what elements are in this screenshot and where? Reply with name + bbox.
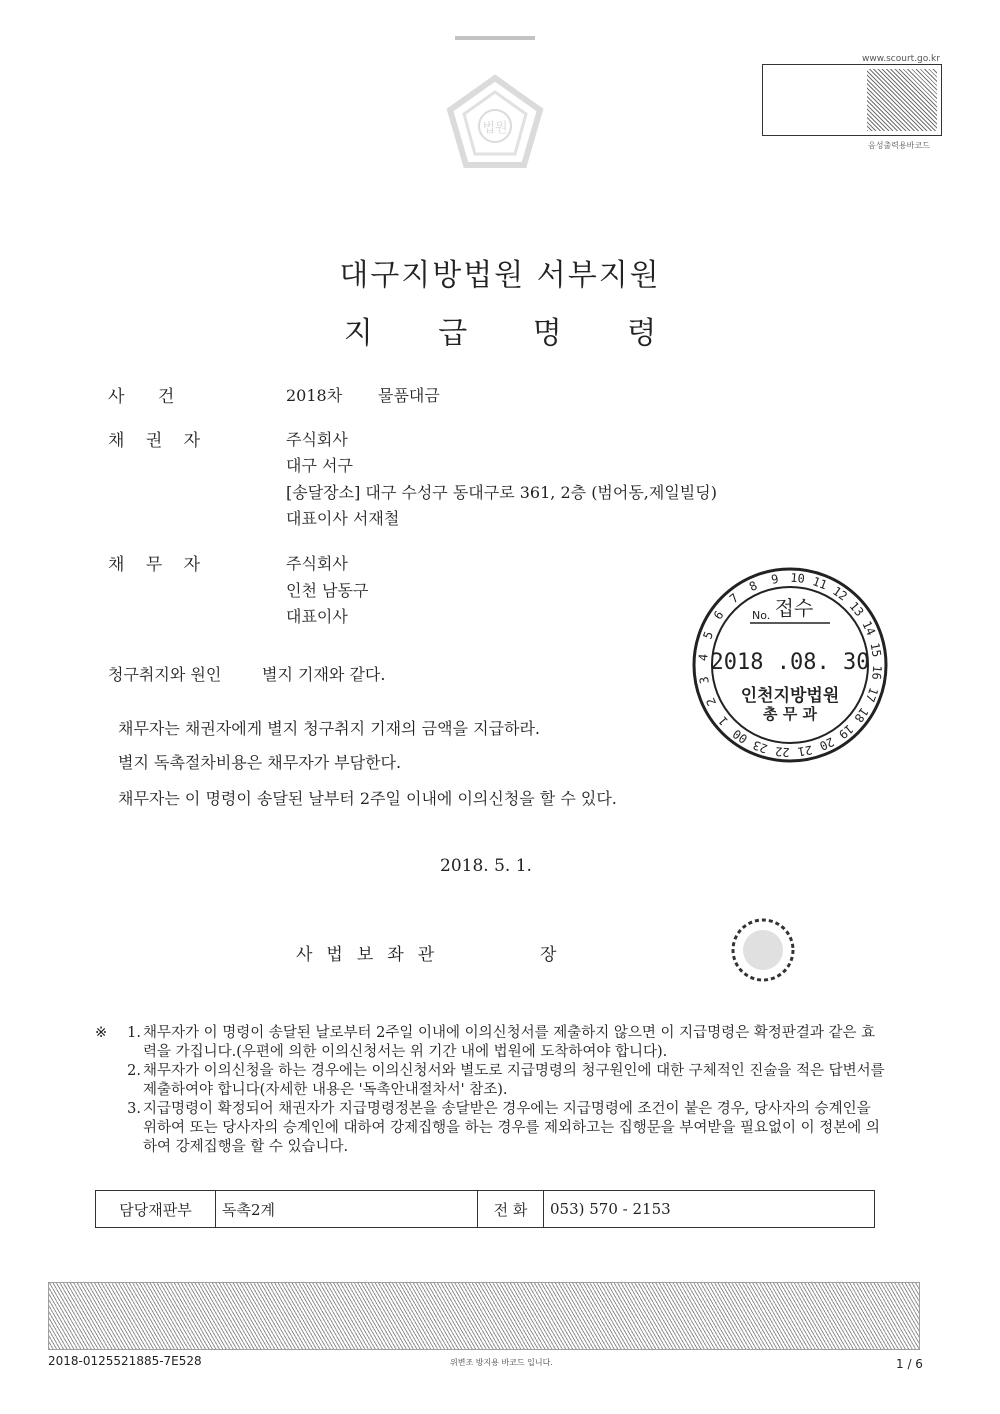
- stamp-ring-number: 12: [829, 583, 850, 604]
- stamp-ring-number: 13: [846, 599, 867, 620]
- stamp-ring-number: 7: [726, 590, 742, 607]
- notice-text: 지급명령이 확정되어 채권자가 지급명령정본을 송달받은 경우에는 지급명령에 조건이 붙은 경우, 당사자의 승계인을 위하여 또는 당사자의 승계인에 대하여 강제집행을 하는 경우를 제외하고는 집행문을 부여받을 필요없이 이 정본에 의하여 강제집행을 할 수 있습니다.: [143, 1101, 880, 1155]
- creditor-line: [송달장소] 대구 수성구 동대구로 361, 2층 (범어동,제일빌딩): [286, 483, 717, 502]
- barcode-caption: 음성출력용바코드: [868, 141, 930, 150]
- notice-number: 2.: [127, 1063, 141, 1079]
- notice-number: 1.: [127, 1025, 141, 1041]
- stamp-ring-number: 8: [746, 578, 760, 595]
- stamp-dept: 총 무 과: [763, 705, 817, 723]
- document-title: 지 급 명 령: [343, 316, 685, 351]
- stamp-ring-number: 15: [867, 641, 884, 659]
- stamp-ring-number: 14: [859, 618, 879, 638]
- phone-value: 053) 570 - 2153: [550, 1200, 671, 1218]
- notice-item: [95, 1062, 885, 1100]
- stamp-ring-number: 00: [730, 726, 751, 747]
- order-line: 채무자는 채권자에게 별지 청구취지 기재의 금액을 지급하라.: [118, 719, 541, 738]
- debtor-line: 대표이사: [286, 607, 348, 626]
- creditor-line: 대구 서구: [286, 456, 353, 475]
- debtor-line: 인천 남동구: [286, 581, 369, 600]
- stamp-ring-number: 16: [869, 664, 885, 681]
- creditor-label: 채 권 자: [108, 431, 209, 451]
- site-url: www.scourt.go.kr: [862, 54, 940, 64]
- stamp-ring-number: 11: [810, 574, 829, 593]
- notice-text: 채무자가 이의신청을 하는 경우에는 이의신청서와 별도로 지급명령의 청구원인에 대한 구체적인 진술을 적은 답변서를 제출하여야 합니다(자세한 내용은 '독촉안내절차서' 참조).: [143, 1063, 885, 1098]
- stamp-ring-number: 5: [700, 629, 717, 641]
- voice-barcode: [867, 69, 937, 131]
- stamp-ring-number: 1: [715, 713, 732, 729]
- stamp-date: 2018 .08. 30: [710, 650, 870, 675]
- stamp-org: 인천지방법원: [740, 686, 840, 706]
- emblem-text: 법원: [482, 121, 508, 136]
- anti-forgery-barcode: [48, 1282, 920, 1350]
- stamp-ring-number: 21: [796, 742, 814, 759]
- stamp-ring-number: 19: [835, 721, 856, 742]
- court-emblem-icon: [440, 70, 550, 180]
- case-label: 사 건: [108, 387, 189, 407]
- received-stamp: [690, 565, 890, 765]
- notice-list: [95, 1024, 885, 1157]
- dept-value: 독촉2계: [216, 1191, 478, 1227]
- notice-item: [95, 1024, 885, 1062]
- stamp-ring-number: 3: [696, 675, 712, 685]
- creditor-line: 대표이사 서재철: [286, 509, 400, 528]
- stamp-ring-number: 6: [710, 608, 727, 623]
- scan-mark: [455, 36, 535, 40]
- order-line: 별지 독촉절차비용은 채무자가 부담한다.: [118, 753, 402, 772]
- stamp-ring-number: 2: [703, 695, 720, 709]
- notice-number: 3.: [127, 1101, 141, 1117]
- stamp-ring-number: 10: [789, 570, 806, 586]
- claim-label: 청구취지와 원인: [108, 665, 222, 684]
- stamp-ring-number: 17: [862, 685, 881, 704]
- signatory-suffix: 장: [540, 945, 557, 965]
- page-number: 1 / 6: [896, 1357, 923, 1371]
- contact-table: [95, 1190, 875, 1228]
- issue-date: 2018. 5. 1.: [440, 856, 532, 876]
- phone-label: 전 화: [478, 1191, 544, 1227]
- anti-forgery-caption: 위변조 방지용 바코드 입니다.: [450, 1358, 553, 1367]
- claim-value: 별지 기재와 같다.: [262, 665, 386, 684]
- stamp-ring-number: 23: [751, 737, 770, 756]
- stamp-no: No.: [752, 609, 771, 622]
- signatory-title: 사법보좌관: [296, 945, 449, 965]
- case-type: 물품대금: [378, 386, 440, 405]
- voice-barcode-box: [762, 64, 942, 136]
- stamp-ring-number: 4: [696, 653, 711, 662]
- debtor-line: 주식회사: [286, 554, 348, 573]
- court-name: 대구지방법원 서부지원: [339, 258, 661, 293]
- case-year: 2018차: [286, 386, 343, 405]
- debtor-label: 채 무 자: [108, 555, 209, 575]
- stamp-ring-number: 9: [770, 571, 780, 587]
- notice-item: [95, 1100, 885, 1157]
- document-id: 2018-0125521885-7E528: [48, 1354, 202, 1368]
- stamp-ring-number: 18: [851, 704, 872, 725]
- stamp-ring-number: 22: [774, 744, 791, 760]
- official-seal-icon: [728, 915, 798, 985]
- dept-label: 담당재판부: [96, 1191, 216, 1227]
- creditor-line: 주식회사: [286, 430, 348, 449]
- stamp-ring-number: 20: [817, 734, 837, 754]
- order-line: 채무자는 이 명령이 송달된 날부터 2주일 이내에 이의신청을 할 수 있다.: [118, 789, 617, 808]
- stamp-receipt: 접수: [774, 596, 814, 620]
- notice-mark: ※: [95, 1025, 108, 1041]
- notice-text: 채무자가 이 명령이 송달된 날로부터 2주일 이내에 이의신청서를 제출하지 않으면 이 지급명령은 확정판결과 같은 효력을 가집니다.(우편에 의한 이의신청서는 위 기간 내에 법원에 도착하여야 합니다).: [143, 1025, 876, 1060]
